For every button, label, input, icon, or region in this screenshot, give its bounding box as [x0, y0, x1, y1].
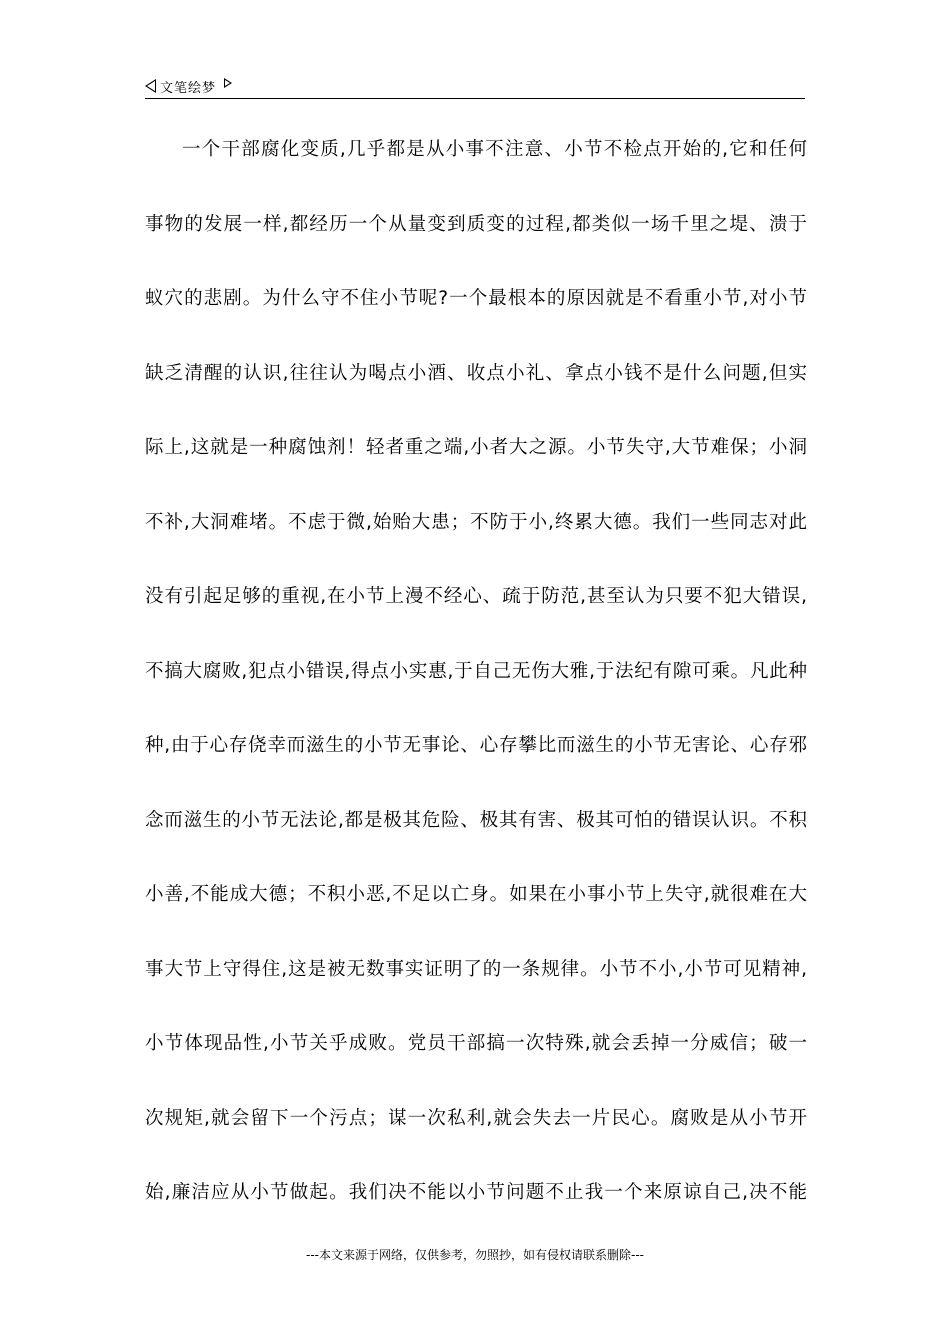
- page-header: [145, 74, 805, 99]
- article-body: [145, 130, 807, 1248]
- text-line: 不补,大洞难堵。不虑于微,始贻大患；不防于小,终累大德。我们一些同志对此: [145, 511, 807, 533]
- text-line: 种,由于心存侥幸而滋生的小节无事论、心存攀比而滋生的小节无害论、心存邪: [145, 735, 807, 756]
- text-line: 次规矩,就会留下一个污点；谋一次私利,就会失去一片民心。腐败是从小节开: [145, 1107, 807, 1129]
- text-line: 没有引起足够的重视,在小节上漫不经心、疏于防范,甚至认为只要不犯大错误,: [145, 586, 807, 607]
- text-line: 缺乏清醒的认识,往往认为喝点小酒、收点小礼、拿点小钱不是什么问题,但实: [145, 362, 807, 384]
- triangle-right-icon: [224, 78, 232, 88]
- header-title: 文笔绘梦: [160, 80, 217, 96]
- text-line: 蚁穴的悲剧。为什么守不住小节呢?一个最根本的原因就是不看重小节,对小节: [145, 288, 807, 309]
- triangle-left-icon: [145, 79, 156, 93]
- text-line: 际上,这就是一种腐蚀剂！轻者重之端,小者大之源。小节失守,大节难保；小洞: [145, 437, 807, 458]
- text-line: 事物的发展一样,都经历一个从量变到质变的过程,都类似一场千里之堤、溃于: [145, 213, 807, 235]
- page-footer: ---本文来源于网络，仅供参考，勿照抄，如有侵权请联系删除---: [306, 1248, 644, 1262]
- text-line: 小节体现品性,小节关乎成败。党员干部搞一次特殊,就会丢掉一分威信；破一: [145, 1033, 807, 1054]
- text-line: 事大节上守得住,这是被无数事实证明了的一条规律。小节不小,小节可见精神,: [145, 958, 807, 980]
- text-line: 小善,不能成大德；不积小恶,不足以亡身。如果在小事小节上失守,就很难在大: [145, 884, 807, 905]
- text-line: 一个干部腐化变质,几乎都是从小事不注意、小节不检点开始的,它和任何: [182, 139, 807, 160]
- text-line: 始,廉洁应从小节做起。我们决不能以小节问题不止我一个来原谅自己,决不能: [145, 1182, 807, 1203]
- text-line: 念而滋生的小节无法论,都是极其危险、极其有害、极其可怕的错误认识。不积: [145, 809, 807, 831]
- text-line: 不搞大腐败,犯点小错误,得点小实惠,于自己无伤大雅,于法纪有隙可乘。凡此种: [145, 660, 807, 682]
